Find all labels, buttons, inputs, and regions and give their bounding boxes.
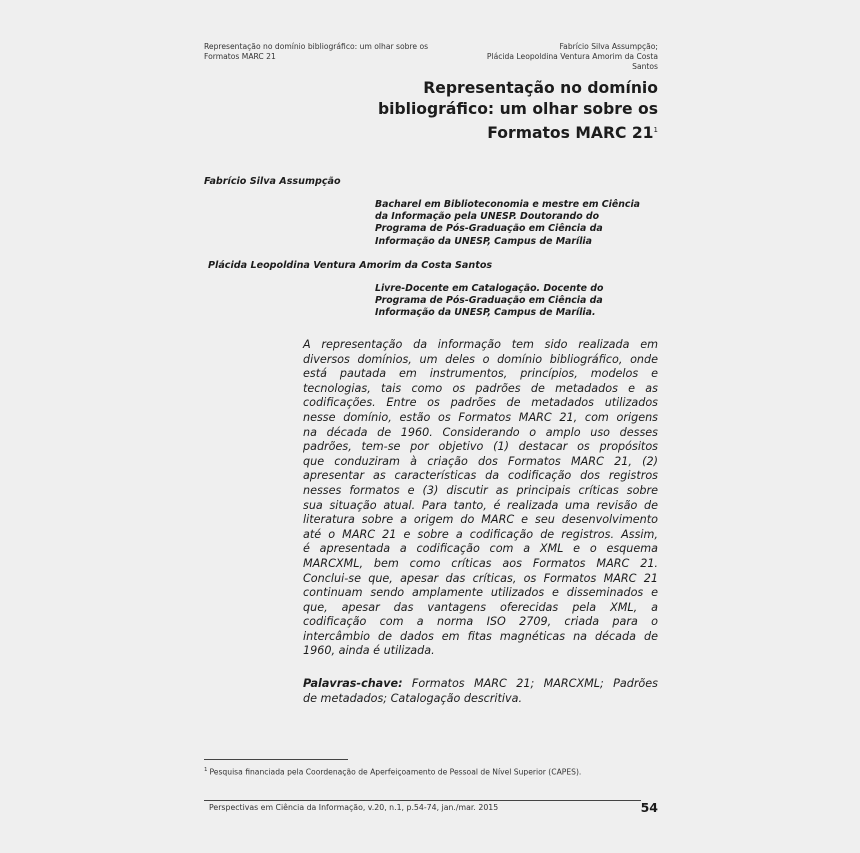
running-header-right-line: Santos [632, 62, 658, 71]
footnote-text: Pesquisa financiada pela Coordenação de Aperfeiçoamento de Pessoal de Nível Superior (CAPES). [209, 767, 582, 777]
abstract-line: A representação da informação tem sido realizada em [303, 338, 658, 351]
abstract-line: continuam sendo amplamente utilizados e disseminados e [303, 586, 658, 600]
abstract-line: MARCXML, bem como críticas aos Formatos MARC 21. [303, 556, 658, 570]
abstract-line: codificação com a norma ISO 2709, criada para o [303, 615, 658, 629]
title-line: bibliográfico: um olhar sobre os [377, 100, 658, 118]
keywords-text: Formatos MARC 21; MARCXML; Padrões [402, 677, 658, 690]
abstract-line: é apresentada a codificação com a XML e o esquema [303, 542, 658, 556]
abstract-line: que conduziram à criação dos Formatos MARC 21, (2) [303, 454, 658, 468]
abstract-line: Conclui-se que, apesar das críticas, os Formatos MARC 21 [303, 571, 658, 585]
running-header-right-line: Fabrício Silva Assumpção; [559, 42, 658, 51]
author-name: Fabrício Silva Assumpção [204, 176, 341, 187]
title-footnote-mark[interactable]: 1 [653, 126, 658, 134]
author-name: Plácida Leopoldina Ventura Amorim da Costa Santos [208, 260, 493, 271]
abstract-line: 1960, ainda é utilizada. [303, 644, 435, 658]
abstract-line: sua situação atual. Para tanto, é realizada uma revisão de [303, 498, 658, 512]
keywords [303, 677, 658, 706]
abstract-line: literatura sobre a origem do MARC e seu desenvolvimento [303, 513, 658, 527]
journal-citation: Perspectivas em Ciência da Informação, v.20, n.1, p.54-74, jan./mar. 2015 [209, 803, 499, 812]
footnote [204, 765, 581, 778]
abstract-line: nesse domínio, estão os Formatos MARC 21, com origens [303, 410, 658, 424]
title-line: Formatos MARC 21 [487, 124, 654, 143]
running-header-right-line: Plácida Leopoldina Ventura Amorim da Costa [486, 52, 658, 61]
abstract [303, 338, 658, 659]
abstract-line: nesses formatos e (3) discutir as principais críticas sobre [303, 483, 658, 497]
running-header-left-line: Formatos MARC 21 [204, 52, 276, 61]
title-line: Representação no domínio [423, 79, 658, 97]
affiliation-line: Programa de Pós-Graduação em Ciência da [375, 223, 603, 235]
abstract-line: diversos domínios, um deles o domínio bibliográfico, onde [303, 352, 658, 366]
affiliation-line: Bacharel em Biblioteconomia e mestre em Ciência [375, 199, 641, 210]
page-number: 54 [640, 800, 658, 815]
affiliation-line: Informação da UNESP, Campus de Marília. [375, 307, 596, 319]
abstract-line: padrões, tem-se por objetivo (1) destacar os propósitos [303, 440, 658, 454]
keywords-line [303, 677, 658, 692]
running-header-right [440, 42, 658, 72]
author-affiliation [375, 199, 660, 248]
footnote-divider [204, 759, 348, 760]
abstract-line: tecnologias, tais como os padrões de metadados e as [303, 381, 658, 395]
abstract-line: está pautada em instrumentos, princípios, modelos e [303, 367, 658, 381]
abstract-line: intercâmbio de dados em fitas magnéticas na década de [303, 629, 658, 643]
affiliation-line: Informação da UNESP, Campus de Marília [375, 235, 592, 247]
article-title [340, 78, 658, 144]
abstract-line: apresentar as características da codificação dos registros [303, 469, 658, 483]
abstract-line: na década de 1960. Considerando o amplo uso desses [303, 425, 658, 439]
affiliation-line: da Informação pela UNESP. Doutorando do [375, 211, 600, 223]
affiliation-line: Programa de Pós-Graduação em Ciência da [375, 295, 603, 307]
footer-divider [204, 800, 641, 801]
running-header-left-line: Representação no domínio bibliográfico: um olhar sobre os [204, 42, 429, 51]
abstract-line: até o MARC 21 e sobre a codificação de registros. Assim, [303, 527, 658, 541]
author-affiliation [375, 283, 660, 320]
footnote-mark: 1 [204, 767, 208, 773]
keywords-text: de metadados; Catalogação descritiva. [303, 691, 523, 705]
keywords-label: Palavras-chave: [303, 677, 403, 690]
abstract-line: que, apesar das vantagens oferecidas pela XML, a [303, 600, 658, 614]
title-line-last [340, 120, 658, 144]
abstract-line: codificações. Entre os padrões de metadados utilizados [303, 396, 658, 410]
affiliation-line: Livre-Docente em Catalogação. Docente do [375, 283, 604, 294]
